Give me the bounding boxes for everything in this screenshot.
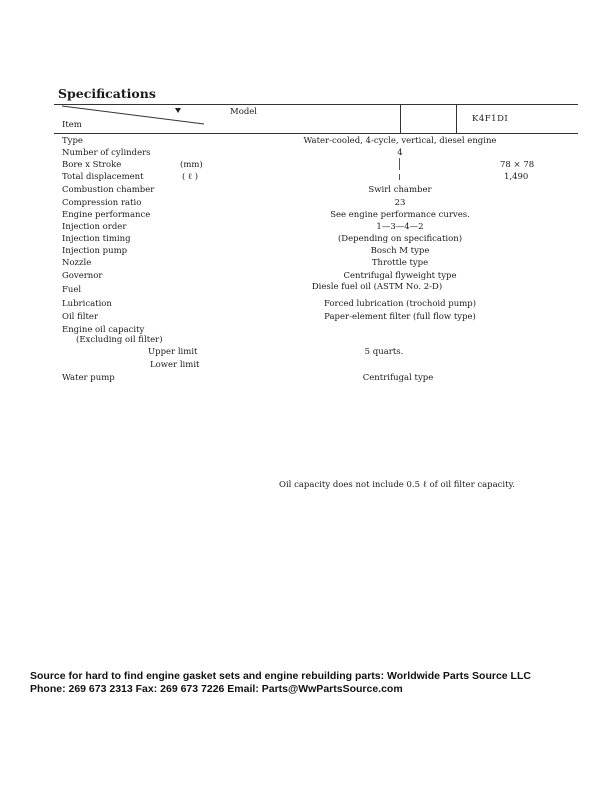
spec-label-injection-pump: Injection pump — [62, 246, 128, 256]
spec-label-compression: Compression ratio — [62, 198, 142, 208]
spec-label-lower-limit: Lower limit — [150, 360, 200, 370]
spec-unit-bore-stroke: (mm) — [180, 160, 203, 170]
spec-value-performance: See engine performance curves. — [330, 210, 470, 220]
spec-value-compression: 23 — [394, 198, 406, 208]
spec-value-nozzle: Throttle type — [371, 258, 429, 268]
spec-value-fuel: Diesle fuel oil (ASTM No. 2-D) — [311, 282, 443, 292]
spec-label-water-pump: Water pump — [62, 373, 115, 383]
footer-contact-line: Phone: 269 673 2313 Fax: 269 673 7226 Email: Parts@WwPartsSource.com — [30, 683, 403, 695]
spec-value-bore-stroke: 78 × 78 — [500, 160, 535, 170]
page-title: Specifications — [58, 86, 156, 101]
header-item-label: Item — [62, 120, 82, 130]
spec-label-upper-limit: Upper limit — [148, 347, 198, 357]
spec-label-oil-filter: Oil filter — [62, 312, 99, 322]
spec-value-combustion: Swirl chamber — [368, 185, 432, 195]
header-engine-model: K4F1DI — [472, 114, 509, 124]
spec-label-displacement: Total displacement — [62, 172, 144, 182]
spec-label-injection-order: Injection order — [62, 222, 127, 232]
spec-value-displacement: 1,490 — [504, 172, 529, 182]
column-marker — [399, 174, 400, 180]
spec-value-oil-filter: Paper-element filter (full flow type) — [324, 312, 476, 322]
spec-label-type: Type — [62, 136, 83, 146]
spec-value-cylinders: 4 — [397, 148, 403, 158]
spec-label-cylinders: Number of cylinders — [62, 148, 151, 158]
header-divider — [456, 105, 457, 133]
spec-label-performance: Engine performance — [62, 210, 151, 220]
spec-value-injection-order: 1—3—4—2 — [376, 222, 424, 232]
header-model-label: Model — [230, 107, 258, 117]
spec-value-upper-limit: 5 quarts. — [364, 347, 404, 357]
header-divider — [400, 105, 401, 133]
spec-label-nozzle: Nozzle — [62, 258, 92, 268]
column-marker — [399, 158, 400, 170]
spec-label-lubrication: Lubrication — [62, 299, 112, 309]
spec-value-injection-pump: Bosch M type — [370, 246, 430, 256]
spec-sublabel-oil-capacity: (Excluding oil filter) — [76, 335, 163, 345]
spec-label-fuel: Fuel — [62, 285, 82, 295]
spec-label-governor: Governor — [62, 271, 103, 281]
spec-label-injection-timing: Injection timing — [62, 234, 131, 244]
spec-unit-displacement: ( ℓ ) — [182, 172, 199, 182]
spec-value-governor: Centrifugal flyweight type — [343, 271, 457, 281]
spec-value-injection-timing: (Depending on specification) — [337, 234, 463, 244]
spec-value-type: Water-cooled, 4-cycle, vertical, diesel engine — [303, 136, 497, 146]
spec-label-combustion: Combustion chamber — [62, 185, 155, 195]
spec-table-header — [54, 104, 578, 134]
spec-value-lubrication: Forced lubrication (trochoid pump) — [323, 299, 477, 309]
footer-source-line: Source for hard to find engine gasket sets and engine rebuilding parts: Worldwide Parts Source LLC — [30, 670, 531, 682]
spec-label-bore-stroke: Bore x Stroke — [62, 160, 122, 170]
oil-capacity-note: Oil capacity does not include 0.5 ℓ of oil filter capacity. — [279, 480, 515, 490]
spec-label-oil-capacity: Engine oil capacity — [62, 325, 145, 335]
model-marker-icon — [175, 108, 181, 113]
spec-value-water-pump: Centrifugal type — [362, 373, 434, 383]
